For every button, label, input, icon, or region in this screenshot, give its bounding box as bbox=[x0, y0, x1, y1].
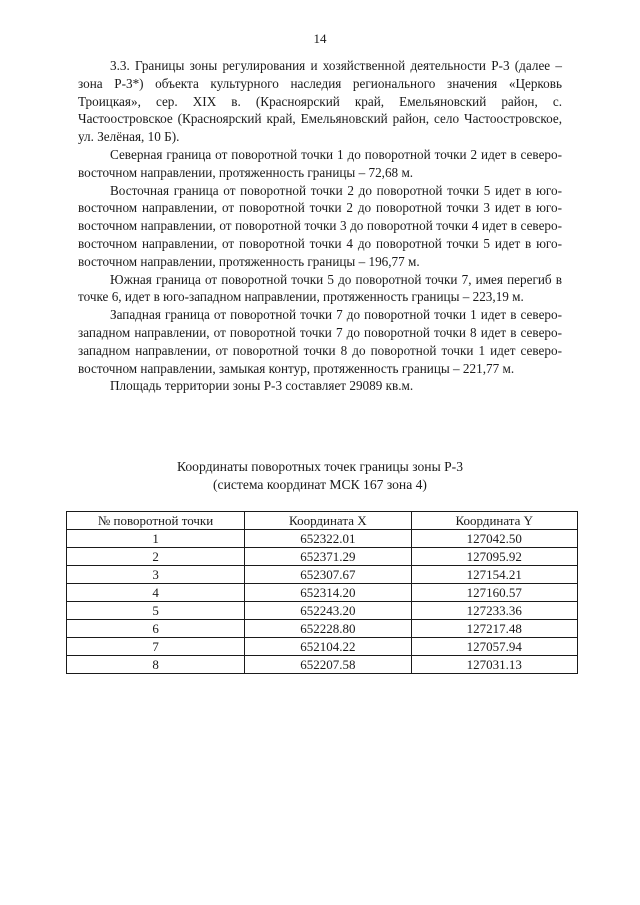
cell-point-number: 2 bbox=[67, 548, 245, 566]
table-caption bbox=[78, 458, 562, 494]
header-coordinate-y: Координата Y bbox=[411, 512, 577, 530]
table-row bbox=[67, 602, 578, 620]
cell-coordinate-y: 127233.36 bbox=[411, 602, 577, 620]
table-row bbox=[67, 530, 578, 548]
coordinates-table bbox=[66, 511, 578, 674]
cell-point-number: 5 bbox=[67, 602, 245, 620]
cell-coordinate-x: 652314.20 bbox=[245, 584, 411, 602]
table-row bbox=[67, 548, 578, 566]
cell-coordinate-x: 652322.01 bbox=[245, 530, 411, 548]
cell-coordinate-x: 652307.67 bbox=[245, 566, 411, 584]
cell-coordinate-x: 652371.29 bbox=[245, 548, 411, 566]
table-row bbox=[67, 566, 578, 584]
cell-point-number: 4 bbox=[67, 584, 245, 602]
cell-coordinate-x: 652207.58 bbox=[245, 656, 411, 674]
table-row bbox=[67, 584, 578, 602]
table-row bbox=[67, 656, 578, 674]
cell-point-number: 6 bbox=[67, 620, 245, 638]
body-text bbox=[78, 57, 562, 395]
cell-coordinate-y: 127154.21 bbox=[411, 566, 577, 584]
header-coordinate-x: Координата X bbox=[245, 512, 411, 530]
table-row bbox=[67, 638, 578, 656]
cell-coordinate-y: 127057.94 bbox=[411, 638, 577, 656]
paragraph-north-boundary: Северная граница от поворотной точки 1 до поворотной точки 2 идет в северо-восточном направлении, протяженность границы – 72,68 м. bbox=[78, 146, 562, 180]
cell-point-number: 3 bbox=[67, 566, 245, 584]
paragraph-east-boundary: Восточная граница от поворотной точки 2 до поворотной точки 5 идет в юго-восточном направлении, от поворотной точки 2 до поворотной точки 3 идет в юго-восточном направлении, от поворотной точки 3 до поворотной точки 4 идет в северо-восточном направлении, от поворотной точки 4 до поворотной точки 5 идет в юго-восточном направлении, протяженность границы – 196,77 м. bbox=[78, 182, 562, 269]
cell-coordinate-x: 652104.22 bbox=[245, 638, 411, 656]
cell-coordinate-x: 652228.80 bbox=[245, 620, 411, 638]
cell-coordinate-y: 127031.13 bbox=[411, 656, 577, 674]
paragraph-west-boundary: Западная граница от поворотной точки 7 до поворотной точки 1 идет в северо-западном направлении, от поворотной точки 7 до поворотной точки 8 идет в северо-западном направлении, от поворотной точки 8 до поворотной точки 1 идет северо-восточном направлении, замыкая контур, протяженность границы – 221,77 м. bbox=[78, 307, 562, 376]
page-number: 14 bbox=[313, 31, 327, 46]
paragraph-zone-description: 3.3. Границы зоны регулирования и хозяйственной деятельности Р-3 (далее – зона Р-3*) объекта культурного наследия регионального значения «Церковь Троицкая», сер. XIX в. (Красноярский край, Емельяновский район, с. Частоостровское (Красноярский край, Емельяновский район, село Частоостровское, ул. Зелёная, 10 Б). bbox=[78, 58, 562, 145]
header-point-number: № поворотной точки bbox=[67, 512, 245, 530]
paragraph-zone-area: Площадь территории зоны Р-3 составляет 29089 кв.м. bbox=[110, 378, 414, 394]
cell-point-number: 8 bbox=[67, 656, 245, 674]
cell-coordinate-y: 127095.92 bbox=[411, 548, 577, 566]
table-caption-title: Координаты поворотных точек границы зоны Р-3 bbox=[177, 459, 463, 474]
paragraph-south-boundary: Южная граница от поворотной точки 5 до поворотной точки 7, имея перегиб в точке 6, идет в юго-западном направлении, протяженность границы – 223,19 м. bbox=[78, 271, 562, 305]
cell-coordinate-y: 127217.48 bbox=[411, 620, 577, 638]
cell-point-number: 7 bbox=[67, 638, 245, 656]
table-caption-subtitle: (система координат МСК 167 зона 4) bbox=[213, 477, 427, 492]
table-row bbox=[67, 620, 578, 638]
cell-coordinate-y: 127160.57 bbox=[411, 584, 577, 602]
cell-coordinate-x: 652243.20 bbox=[245, 602, 411, 620]
cell-point-number: 1 bbox=[67, 530, 245, 548]
cell-coordinate-y: 127042.50 bbox=[411, 530, 577, 548]
table-header-row bbox=[67, 512, 578, 530]
